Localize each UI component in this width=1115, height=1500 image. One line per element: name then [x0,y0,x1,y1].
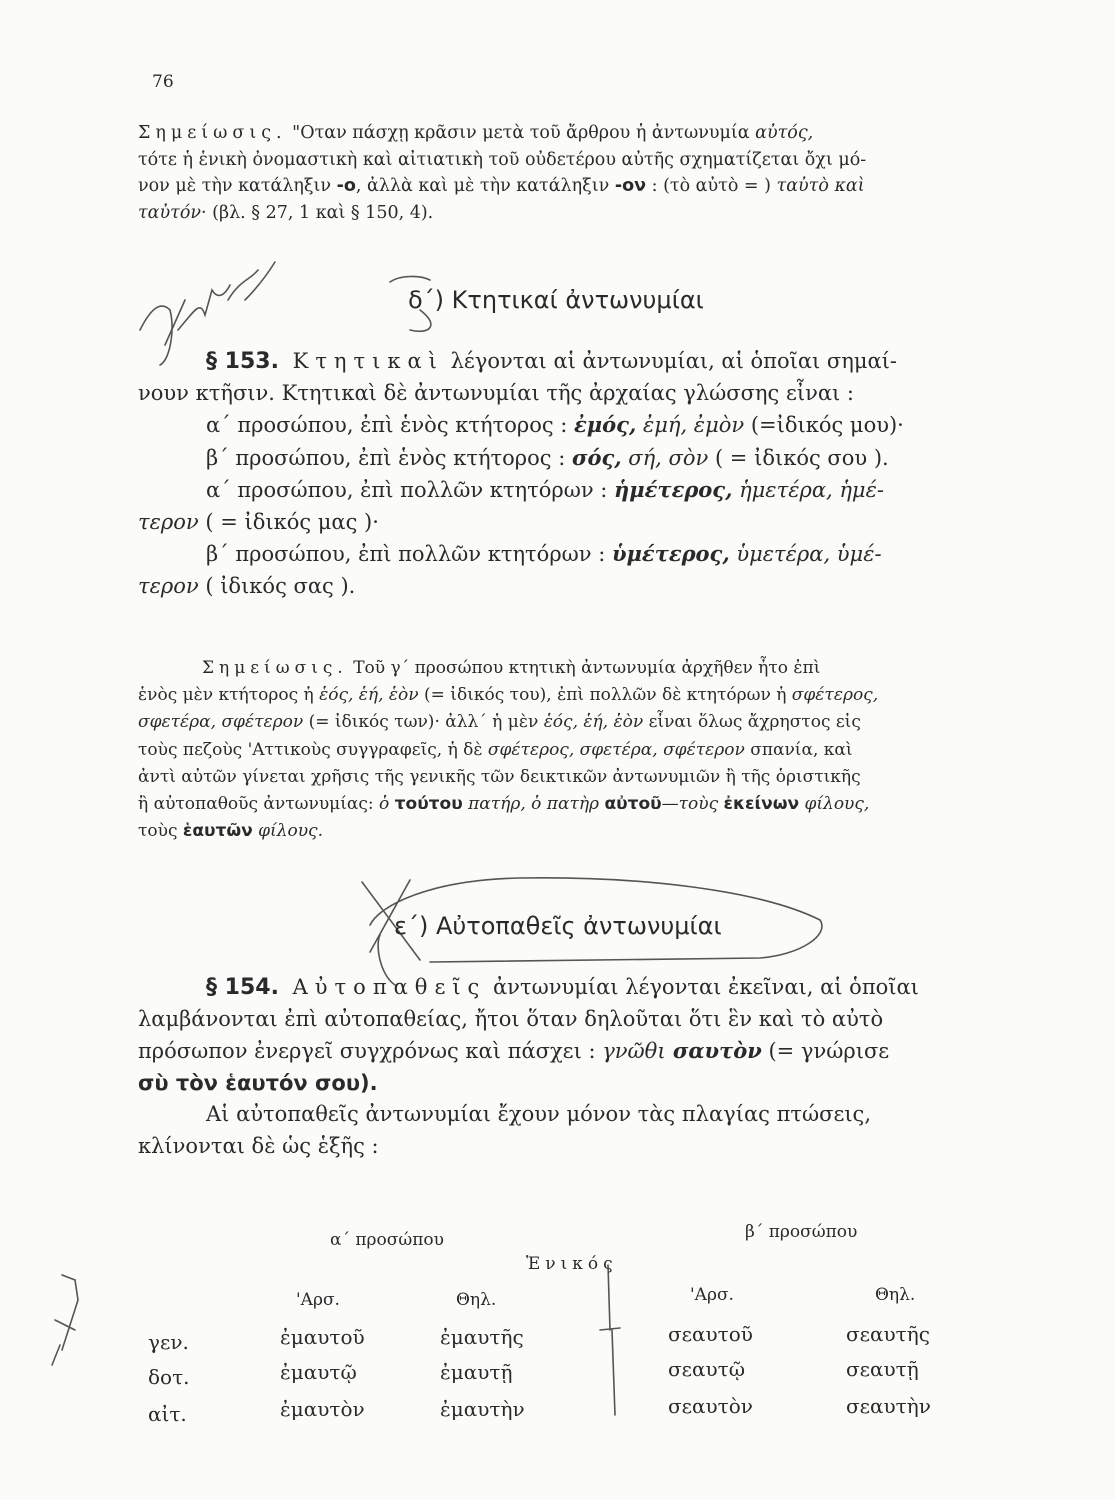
remark-text: : (τὸ αὐτὸ = ) [646,176,777,196]
remark-term: πατήρ, ὁ πατὴρ [462,794,605,815]
table-cell: σεαυτῇ [846,1357,919,1381]
remark-line: ἀντὶ αὐτῶν γίνεται χρῆσις τῆς γενικῆς τῶν δεικτικῶν ἀντωνυμιῶν ἢ τῆς ὁριστικῆς [138,766,861,787]
remark-text: , ἀλλὰ καὶ μὲ τὴν κατάληξιν [355,176,615,196]
remark-text: (= ἰδικός των)· ἀλλ΄ ἡ μὲν [303,712,544,733]
remark-bold: ἐκείνων [723,794,800,815]
table-case: δοτ. [148,1365,190,1389]
remark-text: τοὺς πεζοὺς 'Αττικοὺς συγγραφεῖς, ἡ δὲ [138,739,488,760]
table-case: γεν. [148,1330,189,1354]
remark-term: σφέτερος, [791,685,879,706]
body-line: κλίνονται δὲ ὡς ἑξῆς : [138,1133,379,1158]
remark-text: τοὺς [138,821,183,842]
body-text: ( = ἰδικός μας )· [198,509,379,534]
pronoun-forms: τερον [138,509,199,534]
remark-term: φίλους. [252,821,323,842]
remark-text: σπανία, καὶ [744,739,853,760]
body-line: νουν κτῆσιν. Κτητικαὶ δὲ ἀντωνυμίαι τῆς ἀρχαίας γλώσσης εἶναι : [138,380,854,405]
remark-note-1 [138,120,1010,226]
pronoun-forms: ὑμετέρα, ὑμέ- [729,542,882,566]
body-text: β΄ προσώπου, ἐπὶ πολλῶν κτητόρων : [206,542,612,566]
body-text: πρόσωπον ἐνεργεῖ συγχρόνως καὶ πάσχει : [138,1039,603,1063]
pronoun-bold: σαυτὸν [665,1038,762,1063]
remark-line: τότε ἡ ἑνικὴ ὀνομαστικὴ καὶ αἰτιατικὴ τοῦ οὐδετέρου αὐτῆς σχηματίζεται ὄχι μό- [138,149,867,170]
table-number-header: Ἑνικός [526,1254,618,1274]
remark-text: εἶναι ὅλως ἄχρηστος εἰς [643,712,861,733]
remark-term: ὁ [379,794,395,815]
remark-text: νον μὲ τὴν κατάληξιν [138,176,337,196]
section-153 [138,346,1018,602]
body-text: ( ἰδικός σας ). [198,573,356,598]
remark-note-2 [138,655,1010,845]
table-col-fem-1: Θηλ. [456,1290,497,1310]
remark-term: ταὐτόν· [138,202,207,223]
section-heading-possessive: δ΄) Κτητικαί ἀντωνυμίαι [408,286,704,314]
body-text: β΄ προσώπου, ἐπὶ ἑνὸς κτήτορος : [206,445,572,470]
table-cell: σεαυτῷ [668,1357,746,1381]
table-col-masc-2: 'Αρσ. [690,1285,734,1305]
spaced-term: Κτητικαὶ [278,349,444,373]
page-number: 76 [152,72,174,92]
remark-term: φίλους, [799,794,870,815]
table-cell: ἐμαυτῷ [280,1360,357,1384]
body-text: α΄ προσώπου, ἐπὶ πολλῶν κτητόρων : [206,478,615,502]
remark-term: —τοὺς [661,794,724,815]
table-col-masc-1: 'Αρσ. [296,1290,340,1310]
pronoun-bold: ὑμέτερος, [611,541,730,566]
body-text: α΄ προσώπου, ἐπὶ ἑνὸς κτήτορος : [206,413,575,437]
section-154 [138,972,1018,1162]
remark-bold: τούτου [394,794,463,815]
section-number: § 154. [206,975,279,1000]
remark-text: ἢ αὐτοπαθοῦς ἀντωνυμίας: [138,794,380,815]
body-text: (=ἰδικός μου)· [744,413,904,437]
table-cell: ἐμαυτῆς [440,1325,524,1349]
table-col-fem-2: Θηλ. [875,1285,916,1305]
pronoun-forms: ἐμή, ἐμὸν [636,413,745,437]
remark-term: σφέτερος, σφετέρα, σφέτερον [487,739,745,760]
table-cell: σεαυτὴν [846,1394,931,1418]
remark-label: Σημείωσις. [202,658,348,678]
body-line: Αἱ αὐτοπαθεῖς ἀντωνυμίαι ἔχουν μόνον τὰς πλαγίας πτώσεις, [206,1102,871,1126]
remark-text: "Οταν πάσχῃ κρᾶσιν μετὰ τοῦ ἄρθρου ἡ ἀντωνυμία [286,123,756,143]
table-cell: σεαυτὸν [668,1394,753,1418]
table-person2-header: β΄ προσώπου [745,1222,858,1242]
table-person1-header: α΄ προσώπου [330,1230,444,1250]
section-number: § 153. [206,349,279,374]
remark-text: (βλ. § 27, 1 καὶ § 150, 4). [206,202,434,223]
example-phrase: γνῶθι [602,1039,666,1063]
table-cell: σεαυτῆς [846,1322,930,1346]
ending-on: -ον [614,176,647,196]
remark-term: ἑός, ἑή, ἑὸν [543,712,644,733]
body-text: ( = ἰδικός σου ). [708,445,889,470]
remark-label: Σημείωσις. [138,123,287,143]
remark-term: ταὐτὸ καὶ [776,176,865,196]
remark-bold: αὐτοῦ [604,794,662,815]
remark-term: σφετέρα, σφέτερον [138,712,304,733]
body-text: (= γνώρισε [761,1039,890,1063]
remark-text: (= ἰδικός του), ἐπὶ πολλῶν δὲ κτητόρων ἡ [418,685,792,706]
body-text: λέγονται αἱ ἀντωνυμίαι, αἱ ὁποῖαι σημαί- [443,349,897,373]
pronoun-forms: ἡμετέρα, ἡμέ- [732,478,884,502]
pronoun-bold: σός, [571,444,622,470]
remark-term: ἑός, ἑή, ἑὸν [319,685,419,706]
pronoun-bold: ἐμός, [574,412,637,437]
pronoun-bold: ἡμέτερος, [614,477,733,502]
remark-text: Τοῦ γ΄ προσώπου κτητικὴ ἀντωνυμία ἀρχῆθεν ἦτο ἐπὶ [347,658,821,678]
table-case: αἰτ. [148,1402,187,1426]
body-line: λαμβάνονται ἐπὶ αὐτοπαθείας, ἤτοι ὅταν δηλοῦται ὅτι ἓν καὶ τὸ αὐτὸ [138,1006,884,1031]
table-cell: ἐμαυτὴν [440,1397,525,1421]
table-cell: ἐμαυτὸν [280,1397,365,1421]
remark-bold: ἑαυτῶν [182,821,253,842]
pronoun-forms: τερον [138,573,199,598]
table-cell: ἐμαυτῇ [440,1360,513,1384]
table-cell: ἐμαυτοῦ [280,1325,365,1349]
body-text: ἀντωνυμίαι λέγονται ἐκεῖναι, αἱ ὁποῖαι [486,975,919,999]
bold-translation: σὺ τὸν ἑαυτόν σου). [138,1070,378,1095]
remark-term: αὐτός, [755,123,814,143]
ending-o: -ο [336,176,356,196]
pronoun-forms: σή, σὸν [621,445,709,470]
section-heading-reflexive: ε΄) Αὐτοπαθεῖς ἀντωνυμίαι [394,912,722,940]
spaced-term: Αὐτοπαθεῖς [278,975,487,999]
remark-text: ἑνὸς μὲν κτήτορος ἡ [138,685,320,706]
table-cell: σεαυτοῦ [668,1322,753,1346]
